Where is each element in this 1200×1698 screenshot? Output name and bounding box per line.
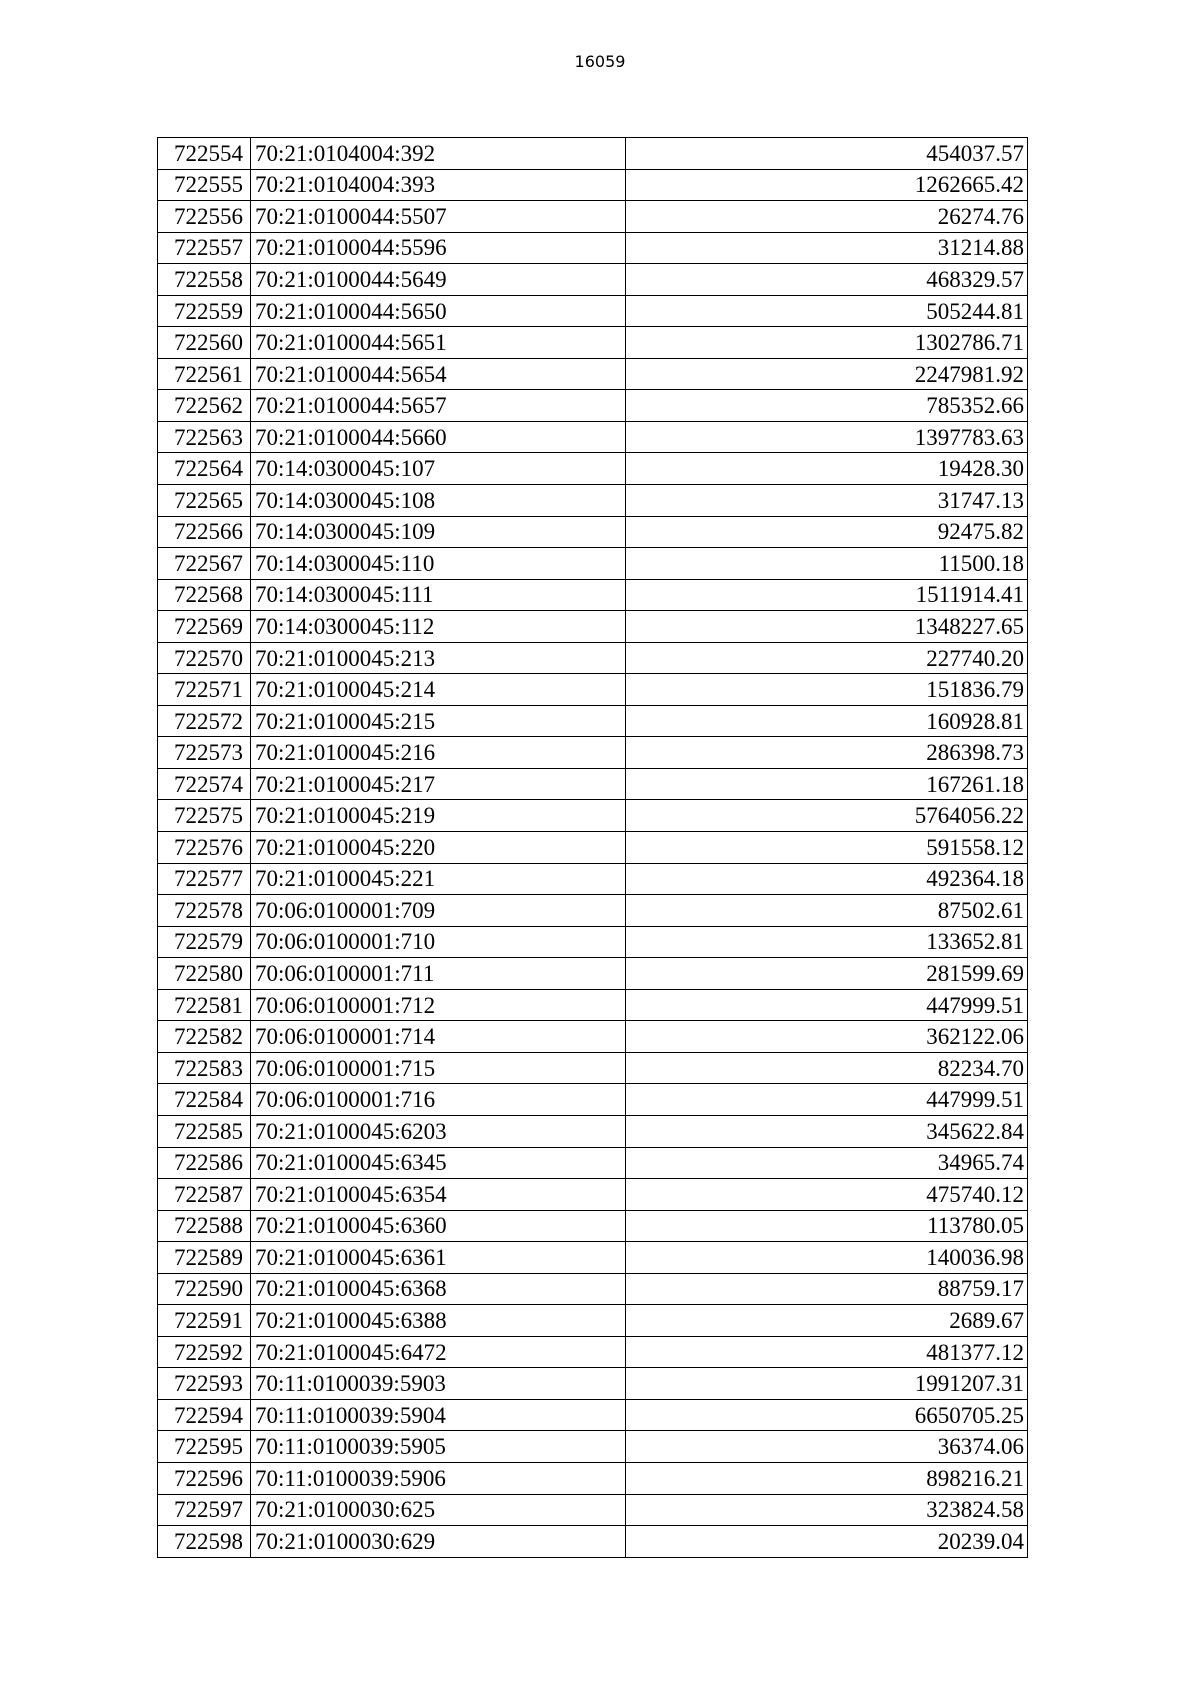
value-cell: 113780.05 [626, 1210, 1028, 1242]
value-cell: 82234.70 [626, 1052, 1028, 1084]
cadastral-number-cell: 70:11:0100039:5904 [251, 1399, 626, 1431]
record-number-cell: 722563 [158, 421, 251, 453]
record-number-cell: 722594 [158, 1399, 251, 1431]
record-number-cell: 722597 [158, 1494, 251, 1526]
record-number-cell: 722591 [158, 1305, 251, 1337]
value-cell: 345622.84 [626, 1115, 1028, 1147]
table-row [158, 1368, 1028, 1400]
table-row [158, 232, 1028, 264]
record-number-cell: 722574 [158, 768, 251, 800]
table-row [158, 611, 1028, 643]
cadastral-number-cell: 70:06:0100001:711 [251, 958, 626, 990]
cadastral-number-cell: 70:21:0100045:6360 [251, 1210, 626, 1242]
table-row [158, 1179, 1028, 1211]
value-cell: 323824.58 [626, 1494, 1028, 1526]
table-row [158, 989, 1028, 1021]
value-cell: 133652.81 [626, 926, 1028, 958]
cadastral-number-cell: 70:21:0100045:219 [251, 800, 626, 832]
cadastral-number-cell: 70:11:0100039:5905 [251, 1431, 626, 1463]
cadastral-number-cell: 70:21:0100045:6203 [251, 1115, 626, 1147]
value-cell: 1262665.42 [626, 169, 1028, 201]
value-cell: 2689.67 [626, 1305, 1028, 1337]
page-number: 16059 [574, 52, 626, 71]
table-row [158, 201, 1028, 233]
cadastral-number-cell: 70:14:0300045:111 [251, 579, 626, 611]
table-row [158, 737, 1028, 769]
cadastral-number-cell: 70:11:0100039:5906 [251, 1462, 626, 1494]
cadastral-number-cell: 70:21:0100045:6354 [251, 1179, 626, 1211]
record-number-cell: 722585 [158, 1115, 251, 1147]
record-number-cell: 722569 [158, 611, 251, 643]
table-row [158, 1431, 1028, 1463]
table-row [158, 1336, 1028, 1368]
value-cell: 898216.21 [626, 1462, 1028, 1494]
cadastral-number-cell: 70:21:0100045:6368 [251, 1273, 626, 1305]
value-cell: 286398.73 [626, 737, 1028, 769]
value-cell: 447999.51 [626, 1084, 1028, 1116]
table-row [158, 327, 1028, 359]
table-row [158, 1462, 1028, 1494]
table-row [158, 358, 1028, 390]
value-cell: 5764056.22 [626, 800, 1028, 832]
table-body [158, 138, 1028, 1558]
value-cell: 6650705.25 [626, 1399, 1028, 1431]
record-number-cell: 722566 [158, 516, 251, 548]
cadastral-number-cell: 70:06:0100001:710 [251, 926, 626, 958]
table-row [158, 705, 1028, 737]
cadastral-number-cell: 70:21:0100045:213 [251, 642, 626, 674]
cadastral-number-cell: 70:06:0100001:716 [251, 1084, 626, 1116]
table-row [158, 1242, 1028, 1274]
table-row [158, 295, 1028, 327]
record-number-cell: 722595 [158, 1431, 251, 1463]
value-cell: 1991207.31 [626, 1368, 1028, 1400]
record-number-cell: 722589 [158, 1242, 251, 1274]
table-row [158, 169, 1028, 201]
cadastral-number-cell: 70:14:0300045:110 [251, 548, 626, 580]
record-number-cell: 722587 [158, 1179, 251, 1211]
table-row [158, 138, 1028, 170]
table-row [158, 863, 1028, 895]
cadastral-number-cell: 70:21:0100045:214 [251, 674, 626, 706]
cadastral-number-cell: 70:14:0300045:107 [251, 453, 626, 485]
value-cell: 151836.79 [626, 674, 1028, 706]
value-cell: 31747.13 [626, 485, 1028, 517]
table-row [158, 1147, 1028, 1179]
record-number-cell: 722582 [158, 1021, 251, 1053]
value-cell: 362122.06 [626, 1021, 1028, 1053]
cadastral-number-cell: 70:21:0100044:5651 [251, 327, 626, 359]
record-number-cell: 722556 [158, 201, 251, 233]
cadastral-number-cell: 70:21:0100045:6345 [251, 1147, 626, 1179]
value-cell: 2247981.92 [626, 358, 1028, 390]
value-cell: 92475.82 [626, 516, 1028, 548]
value-cell: 19428.30 [626, 453, 1028, 485]
cadastral-number-cell: 70:21:0100045:220 [251, 832, 626, 864]
value-cell: 167261.18 [626, 768, 1028, 800]
record-number-cell: 722557 [158, 232, 251, 264]
table-row [158, 1273, 1028, 1305]
record-number-cell: 722573 [158, 737, 251, 769]
value-cell: 281599.69 [626, 958, 1028, 990]
cadastral-number-cell: 70:21:0100044:5649 [251, 264, 626, 296]
value-cell: 11500.18 [626, 548, 1028, 580]
record-number-cell: 722572 [158, 705, 251, 737]
table-row [158, 485, 1028, 517]
record-number-cell: 722570 [158, 642, 251, 674]
table-row [158, 579, 1028, 611]
cadastral-number-cell: 70:14:0300045:109 [251, 516, 626, 548]
record-number-cell: 722554 [158, 138, 251, 170]
table-row [158, 674, 1028, 706]
value-cell: 1511914.41 [626, 579, 1028, 611]
record-number-cell: 722564 [158, 453, 251, 485]
value-cell: 447999.51 [626, 989, 1028, 1021]
table-row [158, 832, 1028, 864]
table-row [158, 1021, 1028, 1053]
record-number-cell: 722571 [158, 674, 251, 706]
value-cell: 785352.66 [626, 390, 1028, 422]
registry-table [157, 137, 1028, 1558]
table-row [158, 516, 1028, 548]
table-row [158, 1494, 1028, 1526]
cadastral-number-cell: 70:11:0100039:5903 [251, 1368, 626, 1400]
cadastral-number-cell: 70:21:0100045:221 [251, 863, 626, 895]
record-number-cell: 722584 [158, 1084, 251, 1116]
record-number-cell: 722568 [158, 579, 251, 611]
value-cell: 36374.06 [626, 1431, 1028, 1463]
table-row [158, 1210, 1028, 1242]
table-row [158, 1305, 1028, 1337]
cadastral-number-cell: 70:21:0100045:6388 [251, 1305, 626, 1337]
value-cell: 20239.04 [626, 1526, 1028, 1558]
record-number-cell: 722593 [158, 1368, 251, 1400]
record-number-cell: 722592 [158, 1336, 251, 1368]
record-number-cell: 722575 [158, 800, 251, 832]
value-cell: 505244.81 [626, 295, 1028, 327]
value-cell: 475740.12 [626, 1179, 1028, 1211]
cadastral-number-cell: 70:21:0100044:5507 [251, 201, 626, 233]
value-cell: 31214.88 [626, 232, 1028, 264]
value-cell: 34965.74 [626, 1147, 1028, 1179]
value-cell: 468329.57 [626, 264, 1028, 296]
cadastral-number-cell: 70:21:0100030:629 [251, 1526, 626, 1558]
value-cell: 160928.81 [626, 705, 1028, 737]
table-row [158, 421, 1028, 453]
record-number-cell: 722586 [158, 1147, 251, 1179]
table-row [158, 1084, 1028, 1116]
record-number-cell: 722562 [158, 390, 251, 422]
table-row [158, 264, 1028, 296]
cadastral-number-cell: 70:21:0104004:393 [251, 169, 626, 201]
record-number-cell: 722565 [158, 485, 251, 517]
value-cell: 1397783.63 [626, 421, 1028, 453]
cadastral-number-cell: 70:21:0100045:6472 [251, 1336, 626, 1368]
table-row [158, 1399, 1028, 1431]
value-cell: 26274.76 [626, 201, 1028, 233]
cadastral-number-cell: 70:06:0100001:715 [251, 1052, 626, 1084]
table-row [158, 1115, 1028, 1147]
table-row [158, 1526, 1028, 1558]
value-cell: 87502.61 [626, 895, 1028, 927]
cadastral-number-cell: 70:21:0100030:625 [251, 1494, 626, 1526]
cadastral-number-cell: 70:21:0100045:217 [251, 768, 626, 800]
record-number-cell: 722578 [158, 895, 251, 927]
value-cell: 140036.98 [626, 1242, 1028, 1274]
record-number-cell: 722561 [158, 358, 251, 390]
record-number-cell: 722560 [158, 327, 251, 359]
table-row [158, 1052, 1028, 1084]
record-number-cell: 722598 [158, 1526, 251, 1558]
cadastral-number-cell: 70:21:0104004:392 [251, 138, 626, 170]
table-row [158, 768, 1028, 800]
record-number-cell: 722579 [158, 926, 251, 958]
cadastral-number-cell: 70:14:0300045:108 [251, 485, 626, 517]
value-cell: 1302786.71 [626, 327, 1028, 359]
cadastral-number-cell: 70:06:0100001:709 [251, 895, 626, 927]
record-number-cell: 722581 [158, 989, 251, 1021]
record-number-cell: 722583 [158, 1052, 251, 1084]
cadastral-number-cell: 70:14:0300045:112 [251, 611, 626, 643]
value-cell: 88759.17 [626, 1273, 1028, 1305]
record-number-cell: 722576 [158, 832, 251, 864]
cadastral-number-cell: 70:21:0100044:5654 [251, 358, 626, 390]
table-row [158, 926, 1028, 958]
cadastral-number-cell: 70:21:0100044:5596 [251, 232, 626, 264]
record-number-cell: 722580 [158, 958, 251, 990]
value-cell: 227740.20 [626, 642, 1028, 674]
cadastral-number-cell: 70:06:0100001:714 [251, 1021, 626, 1053]
value-cell: 454037.57 [626, 138, 1028, 170]
value-cell: 591558.12 [626, 832, 1028, 864]
value-cell: 1348227.65 [626, 611, 1028, 643]
table-row [158, 895, 1028, 927]
record-number-cell: 722577 [158, 863, 251, 895]
cadastral-number-cell: 70:21:0100044:5650 [251, 295, 626, 327]
cadastral-number-cell: 70:06:0100001:712 [251, 989, 626, 1021]
record-number-cell: 722588 [158, 1210, 251, 1242]
record-number-cell: 722567 [158, 548, 251, 580]
cadastral-number-cell: 70:21:0100044:5660 [251, 421, 626, 453]
record-number-cell: 722596 [158, 1462, 251, 1494]
record-number-cell: 722590 [158, 1273, 251, 1305]
cadastral-number-cell: 70:21:0100045:215 [251, 705, 626, 737]
table-row [158, 548, 1028, 580]
value-cell: 492364.18 [626, 863, 1028, 895]
table-row [158, 453, 1028, 485]
cadastral-number-cell: 70:21:0100045:6361 [251, 1242, 626, 1274]
record-number-cell: 722555 [158, 169, 251, 201]
record-number-cell: 722559 [158, 295, 251, 327]
table-row [158, 958, 1028, 990]
cadastral-number-cell: 70:21:0100044:5657 [251, 390, 626, 422]
table-row [158, 642, 1028, 674]
table-row [158, 390, 1028, 422]
record-number-cell: 722558 [158, 264, 251, 296]
table-row [158, 800, 1028, 832]
value-cell: 481377.12 [626, 1336, 1028, 1368]
cadastral-number-cell: 70:21:0100045:216 [251, 737, 626, 769]
